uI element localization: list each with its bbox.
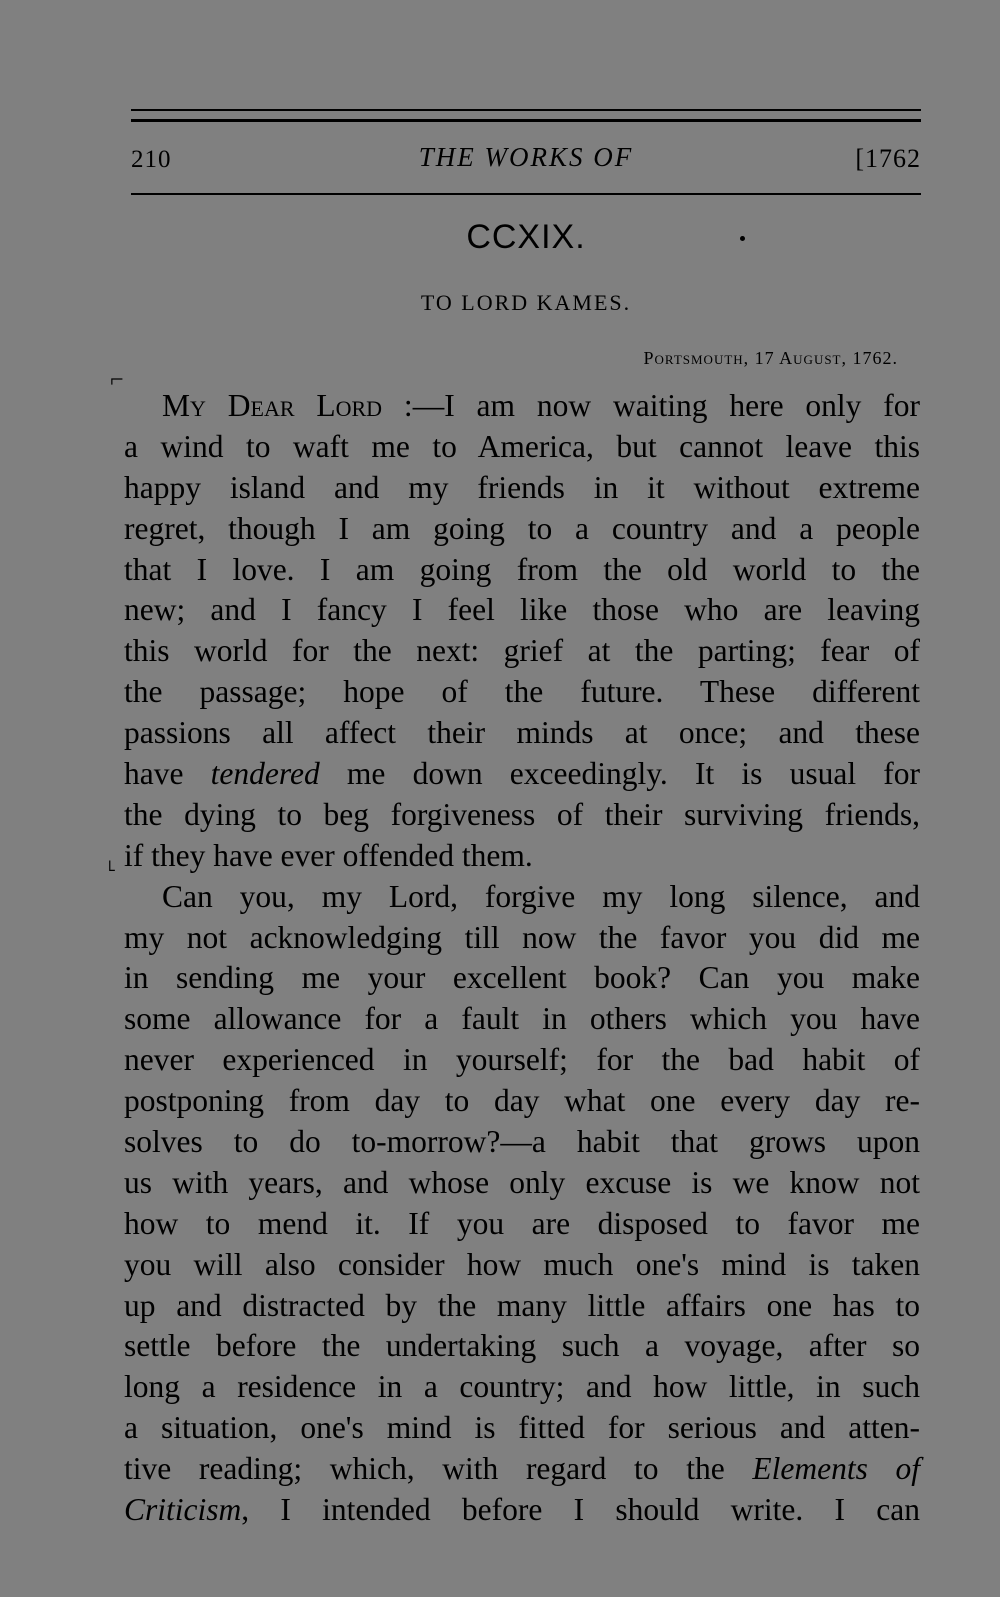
body-line-5: that I love. I am going from the old world to the [124, 551, 920, 587]
italic-elements-of: Elements of [752, 1451, 921, 1487]
body-line-1: My Dear Lord :—I am now waiting here only for [162, 388, 921, 423]
body-line-26: a situation, one's mind is fitted for serious and atten- [124, 1410, 920, 1446]
body-line-23: up and distracted by the many little affairs one has to [124, 1287, 920, 1323]
letter-dateline: Portsmouth, 17 August, 1762. [643, 348, 898, 368]
salutation: My Dear Lord : [162, 388, 413, 423]
body-line-22: you will also consider how much one's mind is taken [124, 1246, 920, 1282]
margin-bracket-top-icon: ⌐ [110, 367, 124, 393]
letter-recipient: TO LORD KAMES. [420, 290, 632, 315]
running-title: THE WORKS OF [418, 142, 634, 172]
body-line-8: the passage; hope of the future. These different [124, 674, 920, 710]
italic-tendered: tendered [210, 756, 320, 792]
letter-body [124, 386, 920, 1531]
stray-mark [740, 236, 745, 241]
body-line-9: passions all affect their minds at once; and these [124, 715, 920, 751]
body-line-10: have tendered me down exceedingly. It is usual for [124, 756, 921, 792]
body-line-27: tive reading; which, with regard to the Elements of [124, 1451, 921, 1487]
body-line-3: happy island and my friends in it without extreme [124, 469, 920, 505]
body-line-25: long a residence in a country; and how little, in such [124, 1369, 920, 1405]
body-line-18: postponing from day to day what one every day re- [124, 1083, 920, 1119]
header-rule-double [131, 119, 921, 122]
letter-number: CCXIX. [466, 218, 586, 256]
body-line-16: some allowance for a fault in others which you have [124, 1001, 920, 1037]
body-line-2: a wind to waft me to America, but cannot leave this [124, 428, 920, 464]
body-line-15: in sending me your excellent book? Can you make [124, 960, 920, 996]
margin-bracket-bottom-icon: ˪ [108, 851, 116, 877]
body-line-6: new; and I fancy I feel like those who are leaving [124, 592, 920, 628]
body-line-28: Criticism, I intended before I should write. I can [124, 1492, 920, 1528]
running-head [131, 142, 921, 178]
header-rule-bottom [131, 193, 921, 195]
body-line-24: settle before the undertaking such a voyage, after so [124, 1328, 920, 1364]
body-line-21: how to mend it. If you are disposed to favor me [124, 1205, 920, 1241]
header-rule-top [131, 109, 921, 111]
body-line-11: the dying to beg forgiveness of their surviving friends, [124, 796, 920, 832]
body-line-19: solves to do to-morrow?—a habit that grows upon [124, 1124, 920, 1160]
body-line-12: if they have ever offended them. [124, 837, 533, 873]
running-year: [1762 [855, 144, 921, 173]
body-line-17: never experienced in yourself; for the bad habit of [124, 1042, 920, 1078]
body-line-14: my not acknowledging till now the favor you did me [124, 919, 920, 955]
body-line-13: Can you, my Lord, forgive my long silence, and [162, 878, 920, 914]
page-number: 210 [131, 146, 172, 173]
body-line-4: regret, though I am going to a country and a people [124, 510, 920, 546]
italic-criticism: Criticism [124, 1492, 242, 1528]
body-line-7: this world for the next: grief at the parting; fear of [124, 633, 920, 669]
body-line-20: us with years, and whose only excuse is we know not [124, 1164, 920, 1200]
